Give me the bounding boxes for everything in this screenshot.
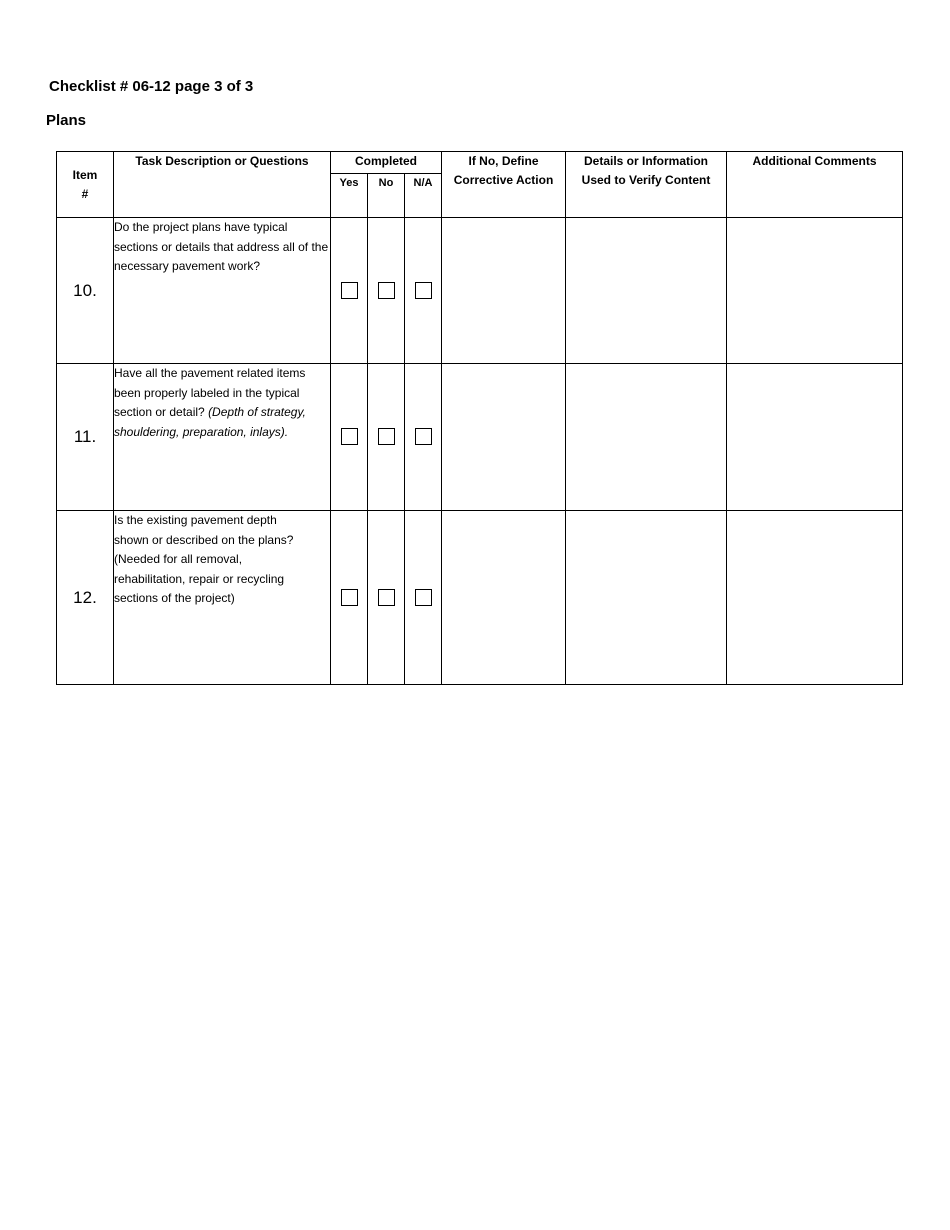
no-cell	[368, 511, 405, 685]
yes-checkbox[interactable]	[341, 428, 358, 445]
column-header-na: N/A	[405, 174, 442, 218]
details-cell[interactable]	[566, 218, 727, 364]
column-header-task: Task Description or Questions	[114, 152, 331, 218]
no-cell	[368, 218, 405, 364]
checklist-table	[56, 151, 903, 685]
corrective-action-cell[interactable]	[442, 218, 566, 364]
corrective-action-cell[interactable]	[442, 364, 566, 511]
task-description: Is the existing pavement depth shown or described on the plans? (Needed for all removal, rehabilitation, repair or recycling sections of the project)	[114, 511, 331, 685]
section-title: Plans	[46, 112, 87, 129]
table-row	[57, 511, 903, 685]
na-checkbox[interactable]	[415, 589, 432, 606]
column-header-comments: Additional Comments	[727, 152, 903, 218]
no-checkbox[interactable]	[378, 428, 395, 445]
yes-checkbox[interactable]	[341, 282, 358, 299]
column-header-details: Details or Information Used to Verify Content	[566, 152, 727, 218]
checklist-title: Checklist # 06-12 page 3 of 3	[49, 78, 254, 95]
no-cell	[368, 364, 405, 511]
details-cell[interactable]	[566, 511, 727, 685]
column-header-no: No	[368, 174, 405, 218]
comments-cell[interactable]	[727, 364, 903, 511]
comments-cell[interactable]	[727, 511, 903, 685]
item-number: 11.	[57, 364, 114, 511]
na-cell	[405, 218, 442, 364]
table-row	[57, 218, 903, 364]
corrective-action-cell[interactable]	[442, 511, 566, 685]
na-checkbox[interactable]	[415, 282, 432, 299]
no-checkbox[interactable]	[378, 282, 395, 299]
item-number: 12.	[57, 511, 114, 685]
na-cell	[405, 511, 442, 685]
column-header-corrective-action: If No, Define Corrective Action	[442, 152, 566, 218]
yes-cell	[331, 511, 368, 685]
column-header-completed: Completed	[331, 152, 442, 174]
column-header-yes: Yes	[331, 174, 368, 218]
na-cell	[405, 364, 442, 511]
yes-cell	[331, 218, 368, 364]
details-cell[interactable]	[566, 364, 727, 511]
na-checkbox[interactable]	[415, 428, 432, 445]
task-description: Have all the pavement related items been properly labeled in the typical section or detail? (Depth of strategy, shouldering, preparation, inlays).	[114, 364, 331, 511]
item-number: 10.	[57, 218, 114, 364]
column-header-item: Item #	[57, 152, 114, 218]
comments-cell[interactable]	[727, 218, 903, 364]
no-checkbox[interactable]	[378, 589, 395, 606]
task-description: Do the project plans have typical sections or details that address all of the necessary pavement work?	[114, 218, 331, 364]
yes-checkbox[interactable]	[341, 589, 358, 606]
yes-cell	[331, 364, 368, 511]
table-row	[57, 364, 903, 511]
